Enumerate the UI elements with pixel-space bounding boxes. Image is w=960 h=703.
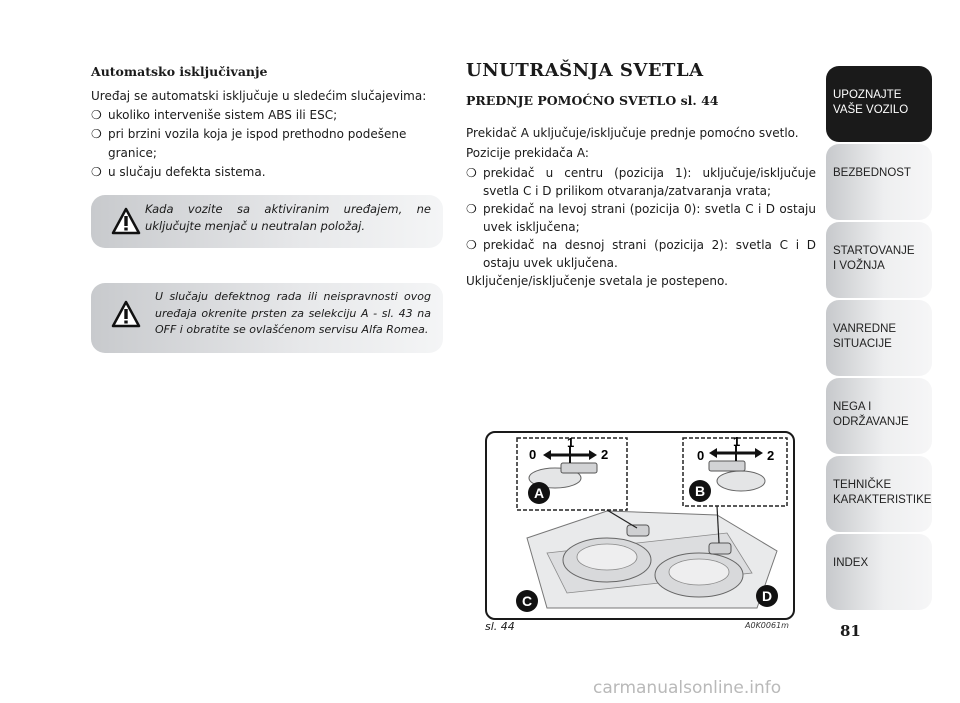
inset-b-position-2: 2 xyxy=(767,448,775,463)
list-item-text: prekidač u centru (pozicija 1): uključuje/isključuje svetla C i D prilikom otvaranja/zatvaranja vrata; xyxy=(483,166,816,198)
figure-44-illustration xyxy=(485,431,795,620)
switch-positions-list xyxy=(466,164,816,272)
label-c-badge: C xyxy=(521,593,533,609)
warning-box-defect xyxy=(91,283,443,353)
tab-label: UPOZNAJTE VAŠE VOZILO xyxy=(833,89,909,116)
list-item-text: pri brzini vozila koja je ispod prethodno podešene granice; xyxy=(108,127,407,160)
paragraph: Pozicije prekidača A: xyxy=(466,146,589,160)
tab-label: TEHNIČKE KARAKTERISTIKE xyxy=(833,479,932,506)
paragraph: Prekidač A uključuje/isključuje prednje pomoćno svetlo. xyxy=(466,126,799,140)
label-b-badge: B xyxy=(694,483,706,499)
figure-caption: sl. 44 xyxy=(485,620,515,633)
list-item xyxy=(466,200,816,236)
inset-a-position-0: 0 xyxy=(529,447,537,462)
right-column xyxy=(466,62,816,292)
list-item-text: ukoliko interveniše sistem ABS ili ESC; xyxy=(108,108,338,122)
bullet-icon: ❍ xyxy=(466,238,477,252)
inset-b-position-0: 0 xyxy=(697,448,705,463)
warning-text: U slučaju defektnog rada ili neispravnosti ovog uređaja okrenite prsten za selekciju A - sl. 43 na OFF i obratite se ovlašćenom servisu Alfa Romea. xyxy=(155,290,431,336)
intro-text: Uređaj se automatski isključuje u sledećim slučajevima: xyxy=(91,89,427,103)
page-number: 81 xyxy=(840,622,861,640)
watermark: carmanualsonline.info xyxy=(593,678,782,698)
tab-label: BEZBEDNOST xyxy=(833,167,911,179)
tab-label: VANREDNE SITUACIJE xyxy=(833,323,897,350)
paragraph: Uključenje/isključenje svetala je postepeno. xyxy=(466,274,728,288)
list-item xyxy=(466,164,816,200)
tab-vanredne-situacije[interactable] xyxy=(826,300,932,376)
tab-upoznajte-vase-vozilo[interactable] xyxy=(826,66,932,142)
label-d-badge: D xyxy=(761,588,773,604)
warning-triangle-icon xyxy=(111,207,141,235)
list-item-text: u slučaju defekta sistema. xyxy=(108,165,266,179)
inset-a-position-2: 2 xyxy=(601,447,609,462)
list-item xyxy=(91,106,443,125)
tab-bezbednost[interactable] xyxy=(826,144,932,220)
inset-a-position-1: 1 xyxy=(567,435,575,450)
page-title: UNUTRAŠNJA SVETLA xyxy=(466,60,704,81)
interior-light-drawing xyxy=(487,433,793,618)
tab-label: NEGA I ODRŽAVANJE xyxy=(833,401,909,428)
auto-off-list xyxy=(91,106,443,182)
tab-index[interactable] xyxy=(826,534,932,610)
warning-text: Kada vozite sa aktiviranim uređajem, ne uključujte menjač u neutralan položaj. xyxy=(145,202,431,233)
warning-triangle-icon xyxy=(111,300,141,328)
list-item-text: prekidač na levoj strani (pozicija 0): svetla C i D ostaju uvek isključena; xyxy=(483,202,816,234)
bullet-icon: ❍ xyxy=(466,166,477,180)
tab-nega-i-odrzavanje[interactable] xyxy=(826,378,932,454)
bullet-icon: ❍ xyxy=(466,202,477,216)
tab-label: INDEX xyxy=(833,557,869,569)
left-column xyxy=(91,62,443,182)
warning-box-neutral xyxy=(91,195,443,248)
list-item xyxy=(91,125,443,163)
bullet-icon: ❍ xyxy=(91,108,102,122)
tab-startovanje-i-voznja[interactable] xyxy=(826,222,932,298)
tab-label: STARTOVANJE I VOŽNJA xyxy=(833,245,915,272)
list-item xyxy=(466,236,816,272)
section-subtitle: PREDNJE POMOĆNO SVETLO sl. 44 xyxy=(466,93,719,108)
bullet-icon: ❍ xyxy=(91,165,102,179)
list-item xyxy=(91,163,443,182)
inset-b-position-1: 1 xyxy=(733,434,741,449)
list-item-text: prekidač na desnoj strani (pozicija 2): svetla C i D ostaju uvek uključena. xyxy=(483,238,816,270)
label-a-badge: A xyxy=(533,485,545,501)
tab-tehnicke-karakteristike[interactable] xyxy=(826,456,932,532)
section-heading-automatic-off: Automatsko isključivanje xyxy=(91,64,268,79)
bullet-icon: ❍ xyxy=(91,127,102,141)
figure-code: A0K0061m xyxy=(745,621,789,630)
